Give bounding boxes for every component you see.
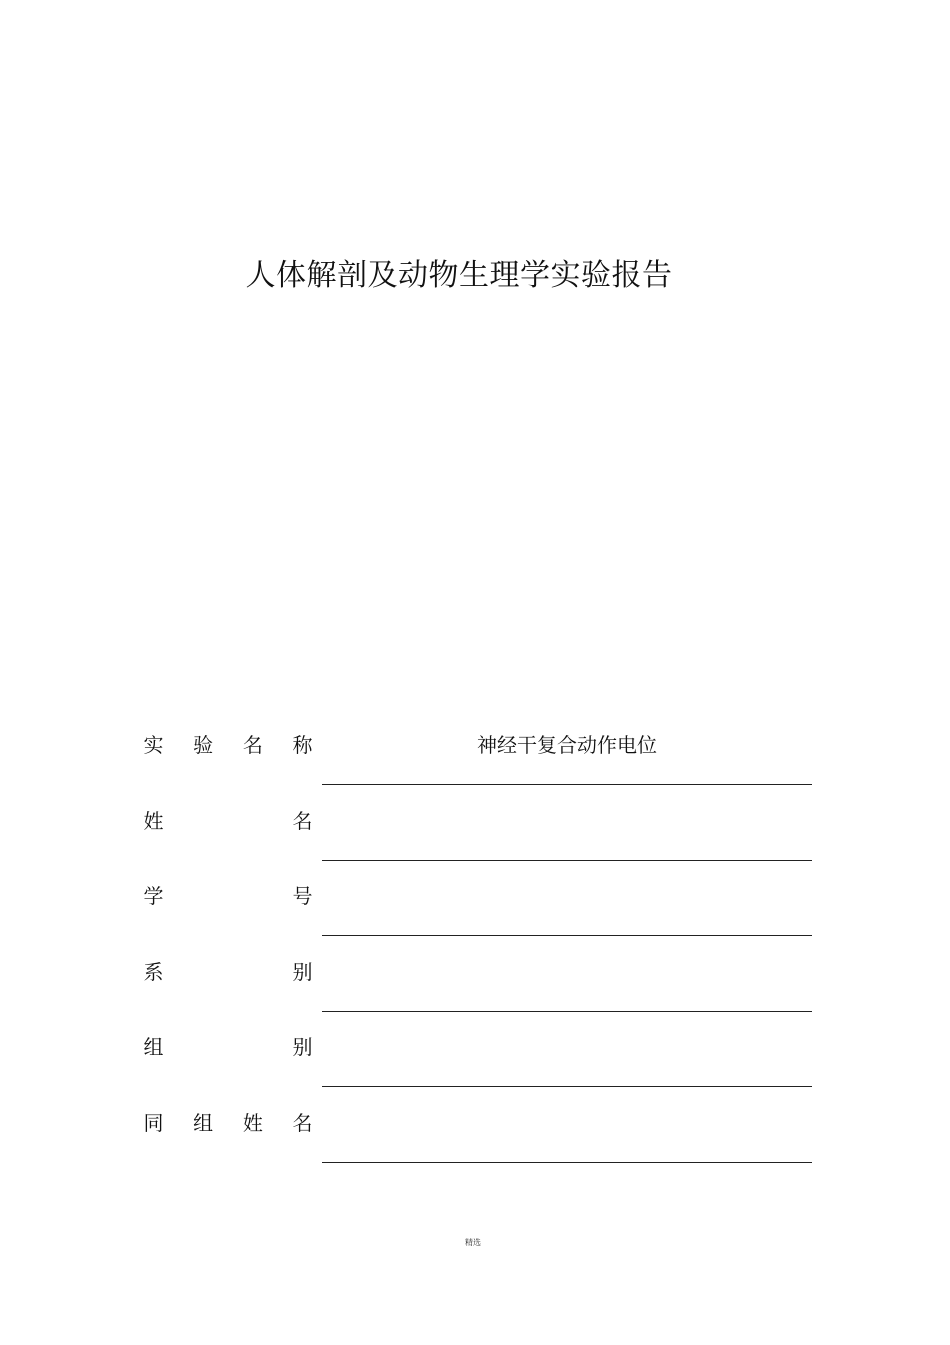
label-char: 组 [193, 1110, 214, 1135]
form-row-department [0, 935, 950, 1011]
label-char: 别 [292, 959, 313, 984]
label-char: 号 [292, 884, 313, 908]
label-char: 姓 [143, 808, 164, 833]
label-char: 称 [292, 733, 313, 757]
label-char: 名 [292, 1110, 313, 1135]
page-title: 人体解剖及动物生理学实验报告 [245, 258, 673, 293]
footer-note: 精选 [465, 1238, 481, 1247]
form-row-group [0, 1010, 950, 1086]
form-label-group-members [143, 1108, 313, 1138]
label-char: 姓 [242, 1110, 263, 1135]
label-char: 系 [143, 959, 164, 984]
experiment-name-field[interactable]: 神经干复合动作电位 [477, 733, 657, 757]
form-row-name [0, 784, 950, 860]
label-char: 学 [143, 884, 164, 908]
form-row-group-members [0, 1086, 950, 1162]
form-label-department [143, 957, 313, 987]
form-label-group [143, 1032, 313, 1062]
label-char: 别 [292, 1035, 313, 1059]
form-row-student-id [0, 859, 950, 935]
underline [322, 1162, 812, 1163]
form-row-experiment-name [0, 708, 950, 784]
label-char: 名 [242, 733, 263, 757]
label-char: 名 [292, 808, 313, 833]
form-label-experiment-name [143, 730, 313, 760]
label-char: 实 [143, 733, 164, 757]
report-info-form [0, 708, 950, 1161]
label-char: 验 [193, 733, 214, 757]
form-label-name [143, 806, 313, 836]
label-char: 组 [143, 1035, 164, 1059]
form-label-student-id [143, 881, 313, 911]
label-char: 同 [143, 1110, 164, 1135]
